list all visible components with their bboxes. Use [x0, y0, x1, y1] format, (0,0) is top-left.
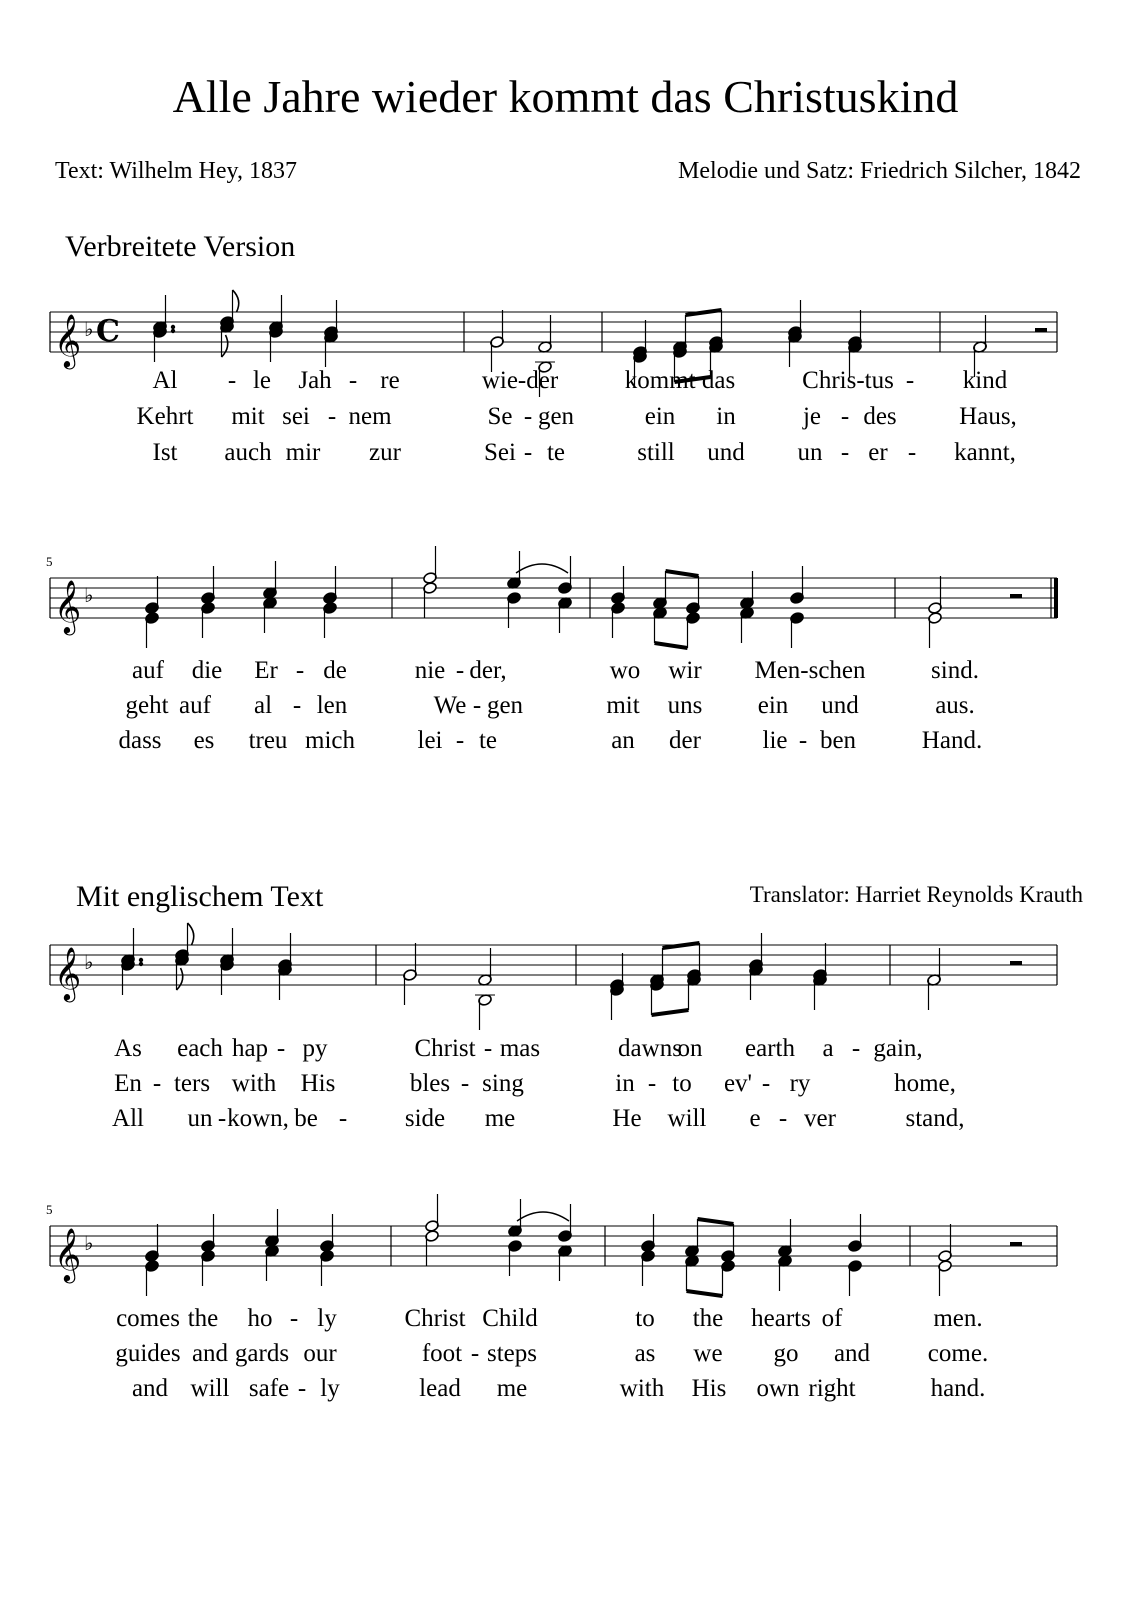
lyric-syllable: Se — [487, 403, 513, 430]
lyric-syllable: me — [484, 1105, 516, 1132]
lyric-syllable: - — [338, 1105, 348, 1132]
half-rest — [1010, 594, 1022, 598]
lyric-syllable: bles — [409, 1070, 451, 1097]
flat-sign-icon: ♭ — [84, 317, 94, 341]
final-barline-thick — [1054, 578, 1058, 618]
lyric-syllable: Christ — [404, 1305, 466, 1332]
lyric-syllable: right — [808, 1375, 856, 1402]
lyric-syllable: - — [292, 692, 302, 719]
lyric-syllable: te — [546, 439, 566, 466]
lyric-syllable: ein — [757, 692, 789, 719]
eighth-flag — [177, 968, 183, 990]
lyric-syllable: - — [348, 367, 358, 394]
lyric-syllable: - — [327, 403, 337, 430]
lyric-syllable: gards — [234, 1340, 290, 1367]
lyric-syllable: zur — [369, 439, 401, 466]
lyric-syllable: hand. — [930, 1375, 986, 1402]
lyric-syllable: - — [840, 439, 850, 466]
lyric-syllable: Jah — [298, 367, 332, 394]
lyric-syllable: comes — [116, 1305, 180, 1332]
lyric-syllable: men. — [933, 1305, 983, 1332]
lyric-syllable: stand, — [905, 1105, 965, 1132]
lyric-syllable: lei — [417, 727, 443, 754]
lyric-syllable: - — [761, 1070, 771, 1097]
beam — [655, 643, 688, 648]
lyric-syllable: En — [114, 1070, 142, 1097]
lyric-syllable: gen — [537, 403, 575, 430]
treble-clef-icon: 𝄞 — [54, 1227, 82, 1281]
lyric-syllable: - — [217, 1105, 227, 1132]
lyric-syllable: je — [802, 403, 822, 430]
lyric-syllable: - — [152, 1070, 162, 1097]
lyricist-credit: Text: Wilhelm Hey, 1837 — [55, 158, 297, 184]
lyric-syllable: gen — [486, 692, 524, 719]
lyric-syllable: sind. — [931, 657, 979, 684]
half-rest — [1010, 1242, 1022, 1246]
lyric-syllable: mir — [285, 439, 321, 466]
bar-number: 5 — [46, 1202, 53, 1217]
lyric-syllable: - — [455, 657, 465, 684]
lyric-syllable: with — [231, 1070, 277, 1097]
dot — [171, 329, 175, 333]
lyric-syllable: es — [193, 727, 215, 754]
flat-sign-icon: ♭ — [84, 583, 94, 607]
lyric-syllable: He — [612, 1105, 642, 1132]
lyric-syllable: te — [478, 727, 498, 754]
lyric-syllable: - — [905, 367, 915, 394]
lyric-syllable: - — [778, 1105, 788, 1132]
lyric-syllable: each — [177, 1035, 223, 1062]
lyric-syllable: len — [316, 692, 348, 719]
lyric-syllable: der, — [469, 657, 507, 684]
lyric-syllable: auf — [132, 657, 164, 684]
lyric-syllable: - — [470, 1340, 480, 1367]
lyric-syllable: mit — [606, 692, 640, 719]
lyric-syllable: - — [523, 439, 533, 466]
lyric-syllable: hearts — [751, 1305, 811, 1332]
lyric-syllable: wie-der — [481, 367, 559, 394]
lyric-syllable: Men-schen — [754, 657, 866, 684]
lyric-syllable: nem — [348, 403, 392, 430]
lyric-syllable: will — [190, 1375, 230, 1402]
flat-sign-icon: ♭ — [84, 950, 94, 974]
lyric-syllable: al — [253, 692, 273, 719]
song-title: Alle Jahre wieder kommt das Christuskind — [172, 71, 959, 122]
lyric-syllable: a — [822, 1035, 834, 1062]
lyric-syllable: on — [677, 1035, 703, 1062]
treble-clef-icon: 𝄞 — [54, 579, 82, 633]
lyric-syllable: hap — [231, 1035, 269, 1062]
lyric-syllable: Child — [482, 1305, 538, 1332]
lyric-syllable: ly — [320, 1375, 340, 1402]
lyric-syllable: de — [323, 657, 347, 684]
lyric-syllable: ein — [644, 403, 676, 430]
lyric-syllable: und — [821, 692, 859, 719]
flat-sign-icon: ♭ — [84, 1231, 94, 1255]
lyric-syllable: Hand. — [921, 727, 983, 754]
lyric-syllable: Al — [152, 367, 178, 394]
lyric-syllable: in — [615, 1070, 635, 1097]
lyric-syllable: be — [294, 1105, 318, 1132]
lyric-syllable: As — [114, 1035, 142, 1062]
lyric-syllable: Ist — [152, 439, 178, 466]
half-rest — [1010, 961, 1022, 965]
lyric-syllable: own — [756, 1375, 800, 1402]
section-heading-english-version: Mit englischem Text — [76, 880, 324, 913]
lyric-syllable: ben — [819, 727, 857, 754]
lyric-syllable: ho — [247, 1305, 273, 1332]
beam — [663, 943, 700, 948]
lyric-syllable: und — [707, 439, 745, 466]
lyric-syllable: still — [637, 439, 675, 466]
lyric-syllable: aus. — [935, 692, 975, 719]
lyric-syllable: Christ — [414, 1035, 476, 1062]
half-rest — [1035, 328, 1047, 332]
lyric-syllable: the — [692, 1305, 724, 1332]
lyric-syllable: py — [302, 1035, 328, 1062]
lyric-syllable: er — [868, 439, 888, 466]
tie-slur — [517, 1212, 569, 1221]
lyric-syllable: the — [187, 1305, 219, 1332]
lyric-syllable: Chris-tus — [802, 367, 894, 394]
lyric-syllable: mas — [499, 1035, 541, 1062]
treble-clef-icon: 𝄞 — [54, 946, 82, 1000]
lyric-syllable: we — [693, 1340, 723, 1367]
lyric-syllable: le — [252, 367, 272, 394]
lyric-syllable: home, — [894, 1070, 956, 1097]
lyric-syllable: auf — [179, 692, 211, 719]
lyric-syllable: come. — [927, 1340, 989, 1367]
treble-clef-icon: 𝄞 — [54, 313, 82, 367]
lyric-syllable: and — [833, 1340, 871, 1367]
lyric-syllable: un — [187, 1105, 213, 1132]
lyric-syllable: wo — [609, 657, 641, 684]
dot — [171, 325, 175, 329]
lyric-syllable: - — [276, 1035, 286, 1062]
lyric-syllable: - — [295, 657, 305, 684]
lyric-syllable: ry — [789, 1070, 811, 1097]
lyric-syllable: and — [191, 1340, 229, 1367]
lyric-syllable: Haus, — [959, 403, 1017, 430]
lyric-syllable: uns — [667, 692, 703, 719]
lyric-syllable: All — [112, 1105, 144, 1132]
lyric-syllable: - — [483, 1035, 493, 1062]
lyric-syllable: sei — [282, 403, 310, 430]
lyric-syllable: and — [131, 1375, 169, 1402]
lyric-syllable: nie — [414, 657, 446, 684]
lyric-syllable: as — [634, 1340, 656, 1367]
dot — [139, 958, 143, 962]
lyric-syllable: wir — [668, 657, 702, 684]
beam — [652, 1010, 689, 1015]
lyric-syllable: with — [619, 1375, 665, 1402]
lyric-syllable: mit — [231, 403, 265, 430]
lyric-syllable: Er — [254, 657, 278, 684]
lyric-syllable: - — [647, 1070, 657, 1097]
lyric-syllable: of — [821, 1305, 843, 1332]
lyric-syllable: kannt, — [954, 439, 1016, 466]
lyric-syllable: our — [303, 1340, 337, 1367]
bar-number: 5 — [46, 554, 53, 569]
lyric-syllable: e — [749, 1105, 761, 1132]
lyric-syllable: - — [227, 367, 237, 394]
lyric-syllable: gain, — [873, 1035, 923, 1062]
lyric-syllable: ly — [317, 1305, 337, 1332]
lyric-syllable: auch — [224, 439, 272, 466]
lyric-syllable: steps — [487, 1340, 537, 1367]
lyric-syllable: kown, — [227, 1105, 289, 1132]
section-heading-common-version: Verbreitete Version — [65, 230, 296, 263]
lyric-syllable: - — [472, 692, 482, 719]
lyric-syllable: - — [460, 1070, 470, 1097]
composer-credit: Melodie und Satz: Friedrich Silcher, 1842 — [678, 158, 1081, 184]
lyric-syllable: kind — [962, 367, 1008, 394]
lyric-syllable: His — [691, 1375, 727, 1402]
lyric-syllable: side — [404, 1105, 446, 1132]
lyric-syllable: to — [672, 1070, 692, 1097]
lyric-syllable: des — [863, 403, 897, 430]
beam — [687, 1291, 723, 1296]
eighth-flag — [233, 290, 239, 312]
beam — [698, 1219, 734, 1224]
beam — [666, 571, 699, 576]
lyric-syllable: dass — [118, 727, 162, 754]
lyric-syllable: - — [851, 1035, 861, 1062]
translator-credit: Translator: Harriet Reynolds Krauth — [749, 882, 1083, 907]
lyric-syllable: lie — [762, 727, 788, 754]
lyric-syllable: ters — [173, 1070, 211, 1097]
lyric-syllable: to — [635, 1305, 655, 1332]
beam — [686, 310, 722, 315]
eighth-flag — [188, 923, 194, 945]
lyric-syllable: ver — [804, 1105, 836, 1132]
lyric-syllable: We — [433, 692, 467, 719]
tie-slur — [516, 564, 568, 573]
lyric-syllable: - — [523, 403, 533, 430]
lyric-syllable: - — [840, 403, 850, 430]
dot — [139, 962, 143, 966]
lyric-syllable: Sei — [484, 439, 516, 466]
lyric-syllable: in — [716, 403, 736, 430]
lyric-syllable: kommt das — [624, 367, 736, 394]
eighth-flag — [222, 335, 228, 357]
lyric-syllable: Kehrt — [136, 403, 194, 430]
lyric-syllable: mich — [305, 727, 355, 754]
lyric-syllable: guides — [115, 1340, 181, 1367]
lyric-syllable: die — [191, 657, 223, 684]
lyric-syllable: safe — [248, 1375, 290, 1402]
lyric-syllable: - — [798, 727, 808, 754]
lyric-syllable: re — [380, 367, 400, 394]
lyric-syllable: geht — [125, 692, 169, 719]
lyric-syllable: an — [611, 727, 635, 754]
lyric-syllable: - — [289, 1305, 299, 1332]
lyric-syllable: der — [669, 727, 701, 754]
lyric-syllable: foot — [421, 1340, 463, 1367]
lyric-syllable: - — [907, 439, 917, 466]
lyric-syllable: un — [797, 439, 823, 466]
lyric-syllable: me — [496, 1375, 528, 1402]
lyric-syllable: - — [297, 1375, 307, 1402]
lyric-syllable: - — [455, 727, 465, 754]
lyric-syllable: lead — [419, 1375, 461, 1402]
lyric-syllable: sing — [482, 1070, 524, 1097]
lyric-syllable: His — [300, 1070, 336, 1097]
lyric-syllable: go — [773, 1340, 799, 1367]
lyric-syllable: ev' — [723, 1070, 753, 1097]
lyric-syllable: will — [667, 1105, 707, 1132]
lyric-syllable: dawns — [618, 1035, 682, 1062]
common-time-icon: C — [96, 314, 120, 349]
lyric-syllable: treu — [248, 727, 288, 754]
lyric-syllable: earth — [745, 1035, 795, 1062]
